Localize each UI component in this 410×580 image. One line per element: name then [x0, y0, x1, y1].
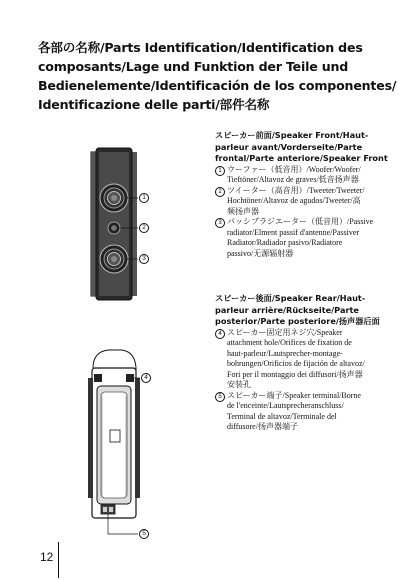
callout-4: 4	[141, 373, 151, 383]
item-line: 频扬声器	[227, 206, 259, 216]
item-line: attachment hole/Orifices de fixation de	[227, 338, 352, 347]
item-line: Tieftöner/Altavoz de graves/低音扬声器	[227, 175, 359, 184]
item-line: スピーカー固定用ネジ穴/Speaker	[227, 327, 343, 337]
rear-section	[215, 293, 380, 433]
callout-3: 3	[139, 254, 149, 264]
front-item-passive-radiator	[215, 217, 374, 259]
item-number: 1	[215, 166, 225, 176]
item-line: ツイーター（高音用）/Tweeter/Tweeter/	[227, 185, 365, 195]
page-number-rule	[58, 542, 59, 578]
item-line: Terminal de altavoz/Terminale del	[227, 411, 337, 421]
item-number: 3	[215, 218, 225, 228]
item-number: 2	[215, 187, 225, 197]
item-line: パッシブラジエーター（低音用）/Passive	[227, 217, 374, 226]
item-number: 4	[215, 329, 225, 339]
front-heading	[215, 130, 388, 165]
rear-item-attachment-hole	[215, 328, 365, 391]
item-line: diffusore/扬声器端子	[227, 422, 298, 431]
title-line: Bedienelemente/Identificación de los componentes/	[38, 78, 397, 93]
item-line: haut-parleur/Lautsprecher-montage-	[227, 348, 343, 358]
item-line: Hochtöner/Altavoz de agudos/Tweeter/高	[227, 196, 361, 205]
title-line: composants/Lage und Funktion der Teile und	[38, 59, 349, 74]
item-number: 5	[215, 392, 225, 402]
speaker-rear-illustration	[88, 350, 140, 534]
callout-5: 5	[139, 529, 149, 539]
heading-line: スピーカー前面/Speaker Front/Haut-	[215, 130, 369, 140]
front-section	[215, 130, 388, 259]
item-line: Fori per il montaggio dei diffusori/扬声器	[227, 369, 363, 379]
callout-1: 1	[139, 193, 149, 203]
front-item-woofer	[215, 165, 365, 186]
rear-item-terminal	[215, 391, 365, 433]
heading-line: frontal/Parte anteriore/Speaker Front	[215, 153, 388, 163]
heading-line: parleur avant/Vorderseite/Parte	[215, 141, 363, 152]
item-line: passivo/无源辐射器	[227, 248, 294, 258]
item-line: スピーカー端子/Speaker terminal/Borne	[227, 390, 361, 400]
page-number: 12	[40, 550, 54, 564]
item-line: radiator/Elment passif d'antenne/Passiver	[227, 227, 360, 237]
title-line: 各部の名称/Parts Identification/Identification des	[38, 40, 363, 55]
callout-2: 2	[139, 223, 149, 233]
heading-line: parleur arrière/Rückseite/Parte	[215, 304, 359, 315]
item-line: Radiator/Radiador pasivo/Radiatore	[227, 238, 343, 247]
item-line: bohrungen/Orificios de fijación de altavoz/	[227, 359, 365, 368]
rear-heading	[215, 293, 380, 328]
item-line: de l'enceinte/Lautsprecheranschluss/	[227, 401, 344, 410]
item-line: ウーファー（低音用）/Woofer/Woofer/	[227, 164, 361, 174]
heading-line: スピーカー後面/Speaker Rear/Haut-	[215, 293, 366, 303]
title-line: Identificazione delle parti/部件名称	[38, 97, 270, 112]
item-line: 安装孔	[227, 380, 251, 389]
front-item-tweeter	[215, 186, 365, 218]
heading-line: posterior/Parte posteriore/扬声器后面	[215, 316, 380, 326]
